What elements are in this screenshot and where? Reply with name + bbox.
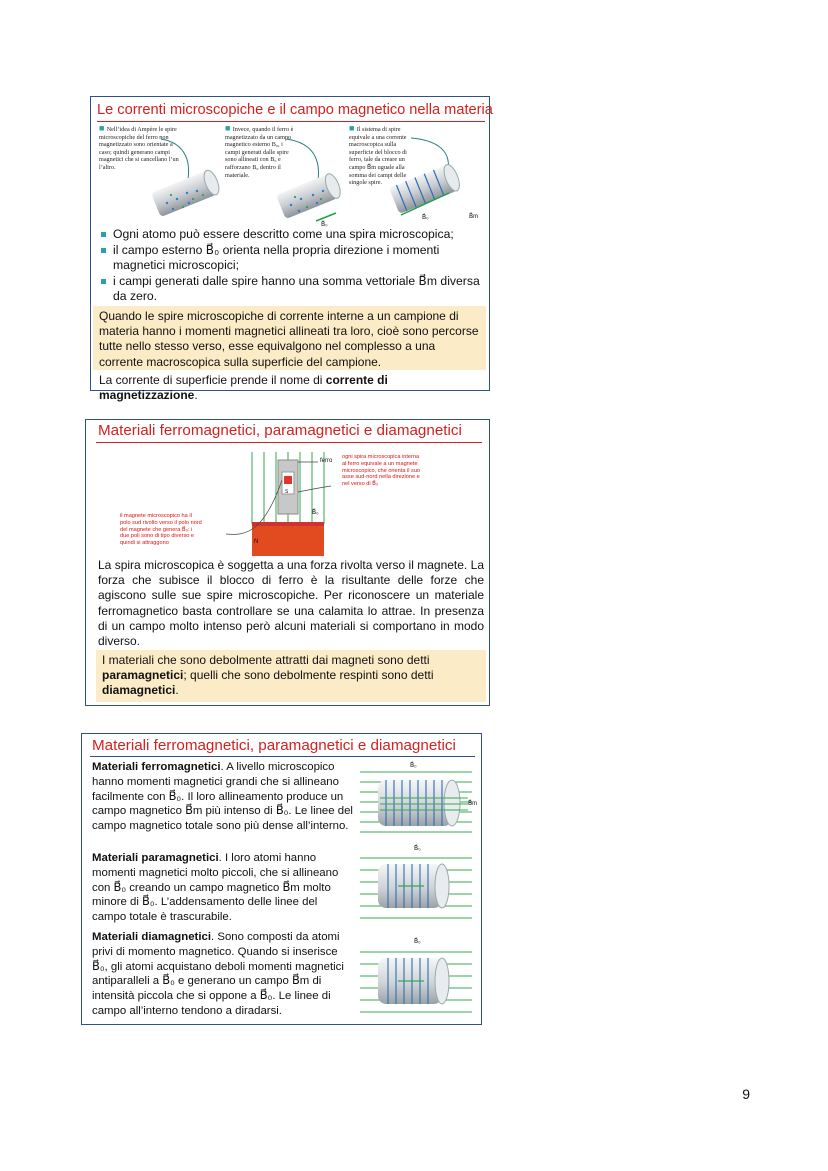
ferro-label: ferro [320,458,333,464]
hl-text: ; quelli che sono debolmente respinti sono detti [183,668,434,683]
bullet-item: il campo esterno B⃗₀ orienta nella propria direzione i momenti magnetici microscopici; [99,243,484,274]
hl-text: I materiali che sono debolmente attratti dai magneti sono detti [102,653,430,667]
title-divider [97,121,485,122]
slide-2-body: La spira microscopica è soggetta a una forza rivolta verso il magnete. La forza che subisce il blocco di ferro è la risultante delle forze che agiscono sulle sue spire microscopiche. Per riconoscere un materiale ferromagnetico basta controllare se una calamita lo attrae. In presenza di un campo molto intenso però alcuni materiali si comportano in modo diverso. [98,558,484,649]
slide-1 [90,96,493,403]
slide-3 [81,733,482,1025]
slide-2-title: Materiali ferromagnetici, paramagnetici e diamagnetici [98,422,462,439]
b0-label: B⃗₀ [312,510,319,516]
b0-label-para: B⃗₀ [414,846,421,852]
col2-text: Invece, quando il ferro è magnetizzato da un campo magnetico esterno B₀, i campi generati dalle spire sono allineati con B₀ e rafforzano B₀ dentro il materiale. [225,126,294,179]
dia-text: . Sono composti da atomi privi di momento magnetico. Quando si inserisce B⃗₀, gli atomi acquistano deboli momenti magnetici antiparalleli a B⃗₀ e generano un campo B⃗m di intensità piccola che si oppone a B⃗₀. Le linee di campo all’interno tendono a diradarsi. [92,931,344,1017]
solenoid-diagrams [358,758,480,1024]
s-label: S [285,489,289,495]
bm-label-ferro: B⃗m [468,801,478,807]
slide-1-bullets [91,227,484,305]
ferro-paragraph [92,760,354,834]
footer-end: . [194,388,198,403]
slide-2 [85,419,490,706]
col1-caption: ■ Nell’idea di Ampère le spire microscopiche del ferro non magnetizzato sono orientate a caso; quindi generano campi magnetici che si cancellano l’un l’altro. [99,123,179,171]
page-number: 9 [742,1086,750,1102]
b0-label-dia: B⃗₀ [414,939,421,945]
hl-text: . [175,683,179,698]
slide-2-highlight [96,650,486,702]
hl-bold-para: paramagnetici [102,668,184,683]
slide-1-highlight: Quando le spire microscopiche di corrente interne a un campione di materia hanno i momenti magnetici allineati tra loro, cioè sono percorse tutte nello stesso verso, esse equivalgono nel complesso a una corrente macroscopica sulla superficie del campione. [93,306,486,370]
ferro-text: . A livello microscopico hanno momenti magnetici grandi che si allineano facilmente con B⃗₀. Il loro allineamento produce un campo magnetico B⃗m più intenso di B⃗₀. Le linee del campo magnetico totale sono più dense all’interno. [92,761,353,833]
dia-heading: Materiali diamagnetici [92,931,212,943]
right-annotation: ogni spira microscopica interna al ferro equivale a un magnete microscopico, che orienta il suo asse sud-nord nella direzione e nel verso di B⃗₀ [342,454,421,488]
ferro-heading: Materiali ferromagnetici [92,761,221,773]
left-annotation: il magnete microscopico ha il polo sud rivolto verso il polo nord del magnete che genera B⃗₀: i due poli sono di tipo diverso e quindi si attraggono [120,513,202,547]
para-text: . I loro atomi hanno momenti magnetici molto piccoli, che si allineano con B⃗₀ creando un campo magnetico B⃗m molto minore di B⃗₀. L’addensamento delle linee del campo totale è trascurabile. [92,852,339,924]
dia-paragraph [92,930,354,1019]
hl-bold-dia: diamagnetici [102,683,176,698]
slide-1-footer [99,373,489,403]
para-heading: Materiali paramagnetici [92,852,219,864]
footer-bold: corrente di magnetizzazione [99,373,388,403]
slide-1-title: Le correnti microscopiche e il campo magnetico nella materia [97,102,493,118]
magnetization-illustration [131,133,491,233]
bullet-item: i campi generati dalle spire hanno una somma vettoriale B⃗m diversa da zero. [99,274,484,305]
col2-caption: ■ Invece, quando il ferro è magnetizzato da un campo magnetico esterno B₀, i campi generati dalle spire sono allineati con B₀ e rafforzano B₀ dentro il materiale. [225,123,294,179]
n-label: N [254,539,259,545]
b0-label-ferro: B⃗₀ [410,763,417,769]
col1-text: Nell’idea di Ampère le spire microscopiche del ferro non magnetizzato sono orientate a caso; quindi generano campi magnetici che si cancellano l’un l’altro. [99,126,179,171]
bm-label: B⃗m [469,214,479,220]
para-paragraph [92,851,354,925]
title-divider [90,756,475,757]
col3-text: Il sistema di spire equivale a una corrente macroscopica sulla superficie del blocco di ferro, tale da creare un campo B⃗m uguale alla somma dei campi delle singole spire. [349,126,407,187]
slide-3-title: Materiali ferromagnetici, paramagnetici e diamagnetici [92,737,456,754]
title-divider [96,442,482,443]
b0-label-1: B⃗₀ [321,222,328,228]
b0-label-2: B⃗₀ [422,215,429,221]
footer-text: La corrente di superficie prende il nome di [99,373,326,387]
col3-caption: ■ Il sistema di spire equivale a una corrente macroscopica sulla superficie del blocco di ferro, tale da creare un campo B⃗m uguale alla somma dei campi delle singole spire. [349,123,407,187]
bullet-item: Ogni atomo può essere descritto come una spira microscopica; [99,227,484,243]
